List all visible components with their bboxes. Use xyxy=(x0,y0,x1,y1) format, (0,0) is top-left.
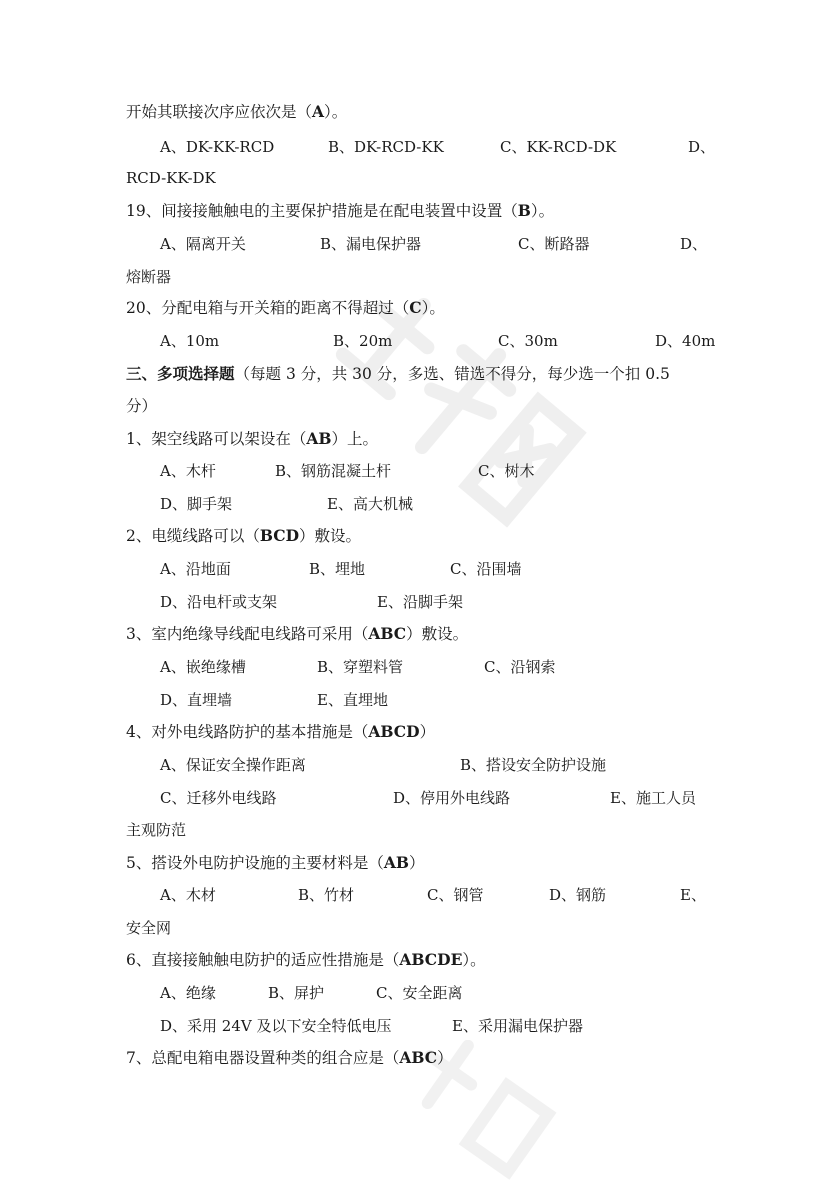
options-line xyxy=(0,559,830,591)
question-text: 5、搭设外电防护设施的主要材料是（ xyxy=(126,854,384,872)
options-line xyxy=(0,592,830,624)
option-d: D、脚手架 xyxy=(160,495,233,513)
option-a: A、保证安全操作距离 xyxy=(160,756,306,774)
option-c: C、钢管 xyxy=(427,886,484,904)
option-d: D、钢筋 xyxy=(549,886,607,904)
option-e: E、 xyxy=(680,886,706,904)
options-line xyxy=(0,331,830,363)
wrapped-option-line xyxy=(0,820,830,852)
option-b: B、屏护 xyxy=(268,984,325,1002)
question-text: 4、对外电线路防护的基本措施是（ xyxy=(126,723,369,741)
option-e: E、施工人员 xyxy=(610,789,696,807)
options-line xyxy=(0,461,830,493)
option-b: B、搭设安全防护设施 xyxy=(460,756,607,774)
wrapped-text: 主观防范 xyxy=(126,821,187,839)
wrapped-option-line xyxy=(0,267,830,299)
question-line xyxy=(0,1048,830,1080)
option-a: A、沿地面 xyxy=(160,560,231,578)
question-line xyxy=(0,526,830,558)
option-d: D、直埋墙 xyxy=(160,691,233,709)
option-b: B、20m xyxy=(333,332,393,350)
option-c: C、迁移外电线路 xyxy=(160,789,277,807)
option-c: C、沿围墙 xyxy=(450,560,522,578)
question-line xyxy=(0,298,830,330)
question-text: 3、室内绝缘导线配电线路可采用（ xyxy=(126,625,369,643)
answer-key: C xyxy=(409,298,422,317)
wrapped-option-line xyxy=(0,168,830,200)
answer-key: BCD xyxy=(259,526,300,545)
option-d: D、采用 24V 及以下安全特低电压 xyxy=(160,1017,392,1035)
option-e: E、采用漏电保护器 xyxy=(452,1017,583,1035)
question-line xyxy=(0,201,830,233)
question-text-end: ）敷设。 xyxy=(299,527,362,545)
question-text: 开始其联接次序应依次是（ xyxy=(126,103,313,121)
option-d: D、沿电杆或支架 xyxy=(160,593,278,611)
option-a: A、嵌绝缘槽 xyxy=(160,658,246,676)
option-c: C、沿钢索 xyxy=(484,658,556,676)
question-text-end: ）上。 xyxy=(331,430,379,448)
question-line xyxy=(0,429,830,461)
wrapped-text-line xyxy=(0,396,830,428)
answer-key: A xyxy=(312,102,325,121)
question-text-end: ） xyxy=(437,1049,453,1067)
wrapped-text: 熔断器 xyxy=(126,268,172,286)
section-title: 三、多项选择题 xyxy=(126,364,235,383)
options-line xyxy=(0,234,830,266)
options-line xyxy=(0,1016,830,1048)
answer-key: ABCDE xyxy=(399,950,463,969)
question-text-end: ）敷设。 xyxy=(406,625,469,643)
options-line xyxy=(0,137,830,169)
options-line xyxy=(0,690,830,722)
option-e: E、高大机械 xyxy=(327,495,413,513)
option-d: D、停用外电线路 xyxy=(393,789,511,807)
wrapped-text: 安全网 xyxy=(126,919,172,937)
option-a: A、隔离开关 xyxy=(160,235,246,253)
question-text: 1、架空线路可以架设在（ xyxy=(126,430,307,448)
question-text-end: ） xyxy=(409,854,425,872)
option-c: C、安全距离 xyxy=(376,984,463,1002)
question-text-end: ）。 xyxy=(530,202,555,220)
question-line xyxy=(0,950,830,982)
answer-key: B xyxy=(517,201,531,220)
question-text: 2、电缆线路可以（ xyxy=(126,527,260,545)
question-text-end: ） xyxy=(419,723,436,741)
option-c: C、KK-RCD-DK xyxy=(500,138,617,156)
option-a: A、DK-KK-RCD xyxy=(160,138,275,156)
options-line xyxy=(0,983,830,1015)
option-c: C、30m xyxy=(498,332,558,350)
option-a: A、10m xyxy=(160,332,220,350)
answer-key: ABC xyxy=(368,624,407,643)
section-note: （每题 3 分，共 30 分，多选、错选不得分，每少选一个扣 0.5 xyxy=(234,365,670,383)
option-e: E、沿脚手架 xyxy=(377,593,463,611)
options-line xyxy=(0,885,830,917)
question-text: 6、直接接触触电防护的适应性措施是（ xyxy=(126,951,400,969)
options-line xyxy=(0,788,830,820)
option-b: B、穿塑料管 xyxy=(317,658,404,676)
option-e: E、直埋地 xyxy=(317,691,388,709)
option-d: D、 xyxy=(680,235,708,253)
option-d: D、40m xyxy=(655,332,716,350)
question-text-end: ）。 xyxy=(421,299,445,317)
question-line xyxy=(0,722,830,754)
answer-key: AB xyxy=(306,429,332,448)
option-b: B、埋地 xyxy=(309,560,366,578)
question-line xyxy=(0,624,830,656)
wrapped-text: 分） xyxy=(126,397,158,415)
question-line xyxy=(0,853,830,885)
option-b: B、漏电保护器 xyxy=(320,235,422,253)
option-b: B、竹材 xyxy=(298,886,355,904)
option-d: D、 xyxy=(688,138,716,156)
question-text: 20、分配电箱与开关箱的距离不得超过（ xyxy=(126,299,410,317)
options-line xyxy=(0,657,830,689)
options-line xyxy=(0,494,830,526)
answer-key: AB xyxy=(383,853,410,872)
options-line xyxy=(0,755,830,787)
option-c: C、树木 xyxy=(478,462,535,480)
question-line xyxy=(0,102,830,134)
question-text-end: ）。 xyxy=(324,103,348,121)
section-heading-line xyxy=(0,364,830,396)
question-text: 19、间接接触触电的主要保护措施是在配电装置中设置（ xyxy=(126,202,518,220)
question-text-end: ）。 xyxy=(462,951,486,969)
option-b: B、钢筋混凝土杆 xyxy=(275,462,392,480)
option-b: B、DK-RCD-KK xyxy=(328,138,444,156)
option-a: A、木杆 xyxy=(160,462,216,480)
option-a: A、木材 xyxy=(160,886,216,904)
question-text: 7、总配电箱电器设置种类的组合应是（ xyxy=(126,1049,400,1067)
wrapped-option-line xyxy=(0,918,830,950)
answer-key: ABC xyxy=(399,1048,438,1067)
option-c: C、断路器 xyxy=(518,235,590,253)
answer-key: ABCD xyxy=(368,722,420,741)
wrapped-text: RCD-KK-DK xyxy=(126,169,216,187)
option-a: A、绝缘 xyxy=(160,984,216,1002)
